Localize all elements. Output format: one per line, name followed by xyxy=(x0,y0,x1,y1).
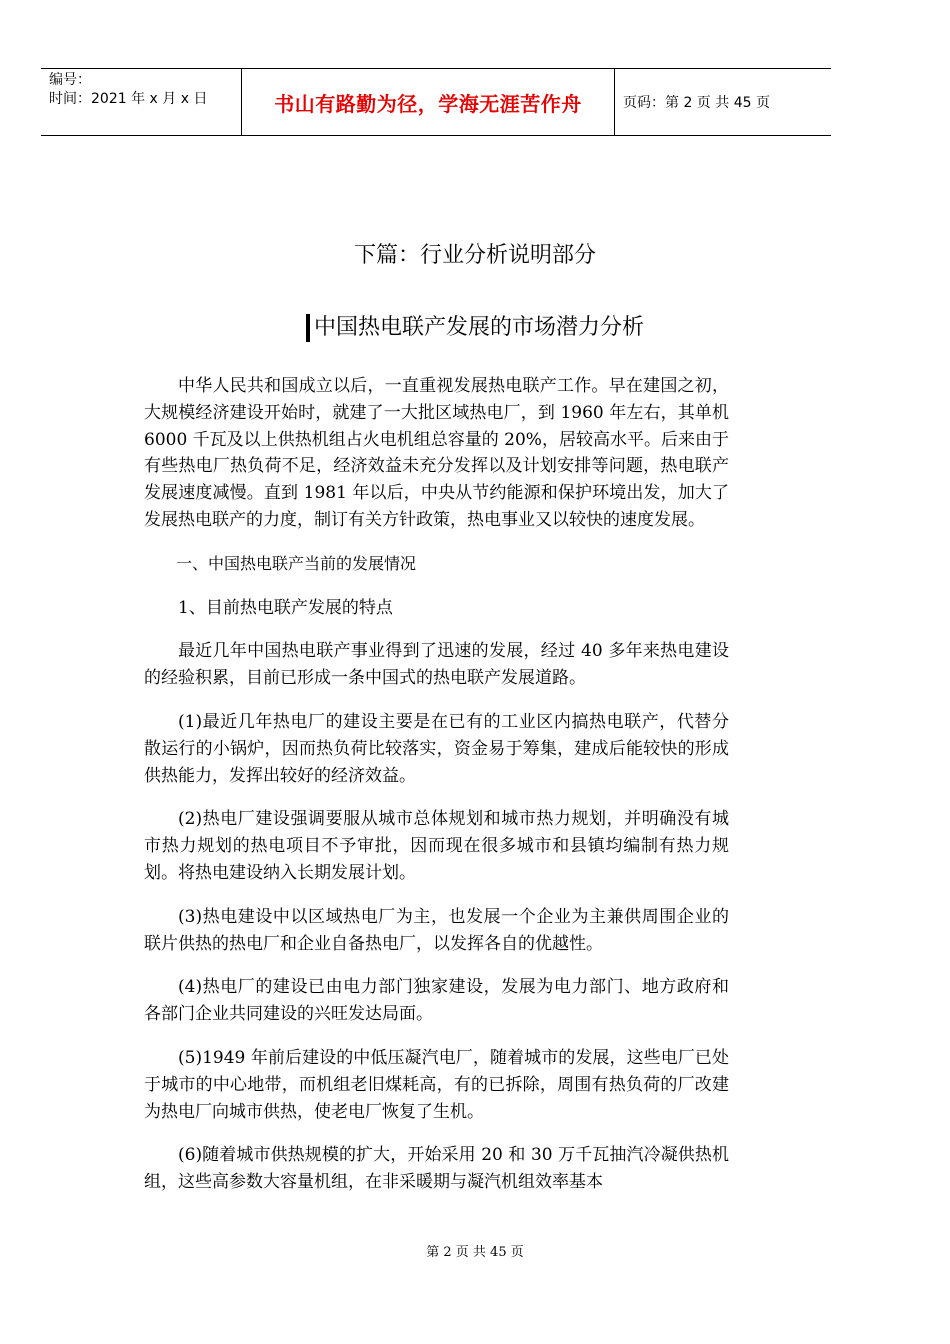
subsection-heading: 1、目前热电联产发展的特点 xyxy=(178,597,393,618)
header-divider-right xyxy=(614,69,615,135)
list-item-4: (4)热电厂的建设已由电力部门独家建设，发展为电力部门、地方政府和各部门企业共同建设的兴旺发达局面。 xyxy=(144,977,729,1025)
number-label: 编号： xyxy=(49,72,91,88)
list-item-2: (2)热电厂建设强调要服从城市总体规划和城市热力规划，并明确没有城市热力规划的热电项目不予审批，因而现在很多城市和县镇均编制有热力规划。将热电建设纳入长期发展计划。 xyxy=(144,809,729,883)
header-meta xyxy=(49,71,239,109)
header-motto: 书山有路勤为径，学海无涯苦作舟 xyxy=(274,91,582,116)
paragraph: 最近几年中国热电联产事业得到了迅速的发展，经过 40 多年来热电建设的经验积累，目前已形成一条中国式的热电联产发展道路。 xyxy=(144,641,729,689)
page-title: 下篇：行业分析说明部分 xyxy=(353,243,596,268)
subtitle-block xyxy=(0,312,950,344)
list-item-1: (1)最近几年热电厂的建设主要是在已有的工业区内搞热电联产，代替分散运行的小锅炉，因而热负荷比较落实，资金易于筹集，建成后能较快的形成供热能力，发挥出较好的经济效益。 xyxy=(144,711,729,786)
list-item-5: (5)1949 年前后建设的中低压凝汽电厂，随着城市的发展，这些电厂已处于城市的中心地带，而机组老旧煤耗高，有的已拆除，周围有热负荷的厂改建为热电厂向城市供热，使老电厂恢复了生机。 xyxy=(144,1047,729,1122)
list-item-6: (6)随着城市供热规模的扩大，开始采用 20 和 30 万千瓦抽汽冷凝供热机组，这些高参数大容量机组，在非采暖期与凝汽机组效率基本 xyxy=(144,1145,729,1193)
header-page-info: 页码：第 2 页 共 45 页 xyxy=(623,95,770,111)
time-label: 时间：2021 年 x 月 x 日 xyxy=(49,91,208,107)
document-body xyxy=(144,373,729,1213)
section-heading: 一、中国热电联产当前的发展情况 xyxy=(176,553,417,573)
subtitle-bar xyxy=(306,314,310,342)
list-item-3: (3)热电建设中以区域热电厂为主，也发展一个企业为主兼供周围企业的联片供热的热电厂和企业自备热电厂，以发挥各自的优越性。 xyxy=(144,906,729,954)
paragraph-intro: 中华人民共和国成立以后，一直重视发展热电联产工作。早在建国之初，大规模经济建设开始时，就建了一大批区域热电厂，到 1960 年左右，其单机 6000 千瓦及以上供热机组占火电机组总容量的 20%，居较高水平。后来由于有些热电厂热负荷不足，经济效益未充分发挥以及计划安排等问题，热电联产发展速度减慢。直到 1981 年以后，中央从节约能源和保护环境出发，加大了发展热电联产的力度，制订有关方针政策，热电事业又以较快的速度发展。 xyxy=(144,376,729,530)
subtitle: 中国热电联产发展的市场潜力分析 xyxy=(313,315,644,340)
document-header xyxy=(41,68,831,136)
page-footer: 第 2 页 共 45 页 xyxy=(426,1245,524,1260)
